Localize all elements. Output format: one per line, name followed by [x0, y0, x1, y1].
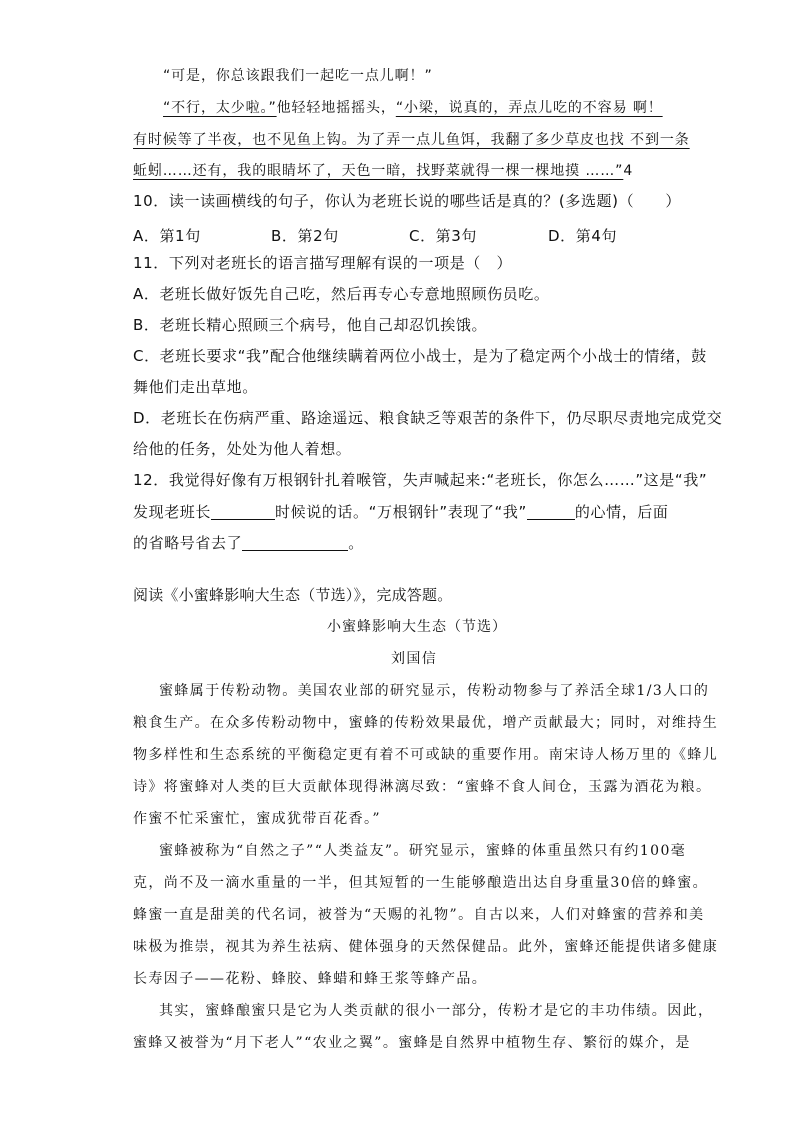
- dialogue-line-2: [163, 101, 663, 115]
- paragraph-1-line-1: 蜜蜂属于传粉动物。美国农业部的研究显示，传粉动物参与了养活全球1/3人口的: [159, 683, 710, 699]
- question-10: 10．读一读画横线的句子，你认为老班长说的哪些话是真的？(多选题)（ ）: [133, 192, 681, 210]
- question-12-line-2: [133, 505, 669, 520]
- paragraph-2-line-2: 克，尚不及一滴水重量的一半，但其短暂的一生能够酿造出达自身重量30倍的蜂蜜。: [133, 875, 709, 891]
- underlined-sentence-4: 蚯蚓……还有，我的眼睛坏了，天色一暗，找野菜就得一棵一棵地摸 ……”: [133, 163, 624, 179]
- dialogue-line-1: “可是，你总该跟我们一起吃一点儿啊！”: [163, 68, 433, 84]
- question-12-line-3: [133, 536, 364, 551]
- article-title: 小蜜蜂影响大生态（节选）: [327, 619, 507, 635]
- article-author: 刘国信: [391, 651, 438, 667]
- answer-blank-3[interactable]: [242, 536, 348, 551]
- underlined-sentence-1: “不行，太少啦。”: [163, 100, 277, 116]
- q11-option-d-line-2: 给他的任务，处处为他人着想。: [133, 440, 352, 458]
- paragraph-2-line-3: 蜂蜜一直是甜美的代名词，被誉为“天赐的礼物”。自古以来，人们对蜂蜜的营养和美: [133, 907, 705, 923]
- q12-text-c: 的心情，后面: [574, 503, 669, 521]
- paragraph-2-line-4: 味极为推崇，视其为养生祛病、健体强身的天然保健品。此外，蜜蜂还能提供诸多健康: [133, 939, 719, 955]
- question-11: 11．下列对老班长的语言描写理解有误的一项是（ ）: [133, 254, 513, 272]
- paragraph-2-line-1: 蜜蜂被称为“自然之子”“人类益友”。研究显示，蜜蜂的体重虽然只有约100毫: [159, 843, 687, 859]
- q10-option-a[interactable]: A．第1句: [133, 227, 201, 245]
- paragraph-1-line-2: 粮食生产。在众多传粉动物中，蜜蜂的传粉效果最优，增产贡献最大；同时，对维持生: [133, 715, 719, 731]
- answer-blank-1[interactable]: [211, 505, 275, 520]
- q11-option-d-line-1[interactable]: D．老班长在伤病严重、路途遥远、粮食缺乏等艰苦的条件下，仍尽职尽责地完成党交: [133, 409, 723, 427]
- dialogue-narration: 他轻轻地摇摇头，: [276, 100, 396, 116]
- sentence-number-mark: 4: [623, 163, 634, 179]
- underlined-sentence-2: “小梁，说真的，弄点儿吃的不容易 啊！: [395, 100, 663, 116]
- q12-text-a: 发现老班长: [133, 503, 212, 521]
- dialogue-line-4: [133, 164, 633, 178]
- q10-option-c[interactable]: C．第3句: [409, 227, 478, 245]
- q10-option-d[interactable]: D．第4句: [548, 227, 618, 245]
- q11-option-b[interactable]: B．老班长精心照顾三个病号，他自己却忍饥挨饿。: [133, 316, 488, 334]
- paragraph-3-line-1: 其实，蜜蜂酿蜜只是它为人类贡献的很小一部分，传粉才是它的丰功伟绩。因此，: [159, 1003, 714, 1019]
- q12-text-b: 时候说的话。“万根钢针”表现了“我”: [275, 503, 527, 521]
- paragraph-3-line-2: 蜜蜂又被誉为“月下老人”“农业之翼”。蜜蜂是自然界中植物生存、繁衍的媒介，是: [133, 1035, 691, 1051]
- question-12-line-1: 12．我觉得好像有万根钢针扎着喉管，失声喊起来:“老班长，你怎么……”这是“我”: [133, 471, 708, 489]
- q11-option-a[interactable]: A．老班长做好饭先自己吃，然后再专心专意地照顾伤员吃。: [133, 285, 550, 303]
- paragraph-1-line-5: 作蜜不忙采蜜忙，蜜成犹带百花香。”: [133, 811, 381, 827]
- q10-option-b[interactable]: B．第2句: [271, 227, 339, 245]
- paragraph-1-line-3: 物多样性和生态系统的平衡稳定更有着不可或缺的重要作用。南宋诗人杨万里的《蜂儿: [133, 747, 719, 763]
- reading-intro: 阅读《小蜜蜂影响大生态（节选）》，完成答题。: [133, 586, 453, 604]
- q12-text-d: 的省略号省去了: [133, 534, 243, 552]
- answer-blank-2[interactable]: [527, 505, 575, 520]
- paragraph-2-line-5: 长寿因子——花粉、蜂胶、蜂蜡和蜂王浆等蜂产品。: [133, 971, 488, 987]
- q11-option-c-line-1[interactable]: C．老班长要求“我”配合他继续瞒着两位小战士，是为了稳定两个小战士的情绪，鼓: [133, 347, 707, 365]
- underlined-sentence-3: 有时候等了半夜，也不见鱼上钩。为了弄一点儿鱼饵，我翻了多少草皮也找 不到一条: [133, 132, 690, 148]
- q12-text-e: 。: [348, 534, 364, 552]
- q11-option-c-line-2: 舞他们走出草地。: [133, 378, 258, 396]
- paragraph-1-line-4: 诗》将蜜蜂对人类的巨大贡献体现得淋漓尽致：“蜜蜂不食人间仓，玉露为酒花为粮。: [133, 779, 712, 795]
